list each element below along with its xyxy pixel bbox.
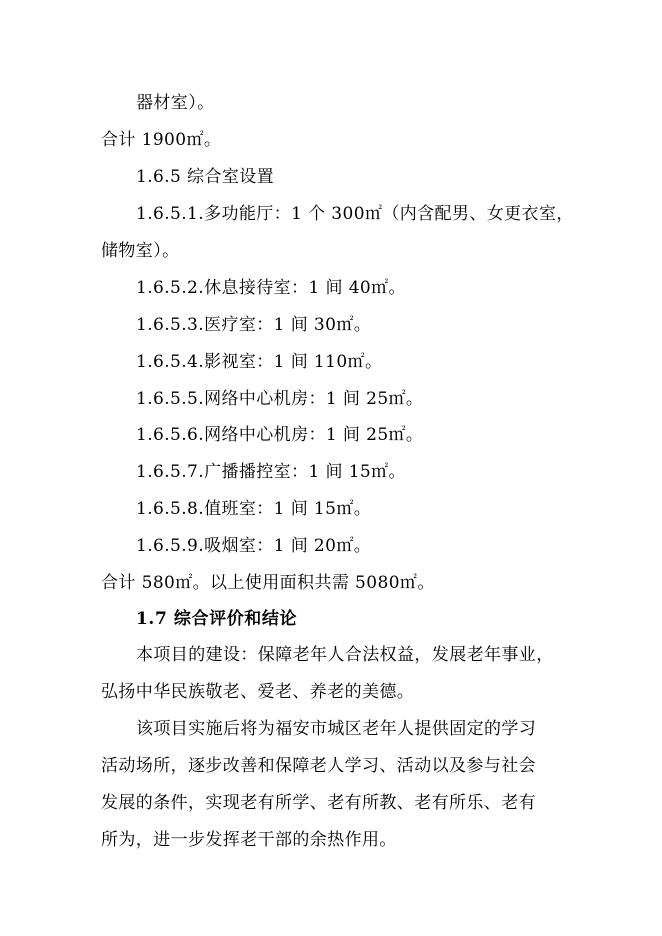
text-line-storage-room: 储物室）。 xyxy=(101,241,180,261)
paragraph-line: 该项目实施后将为福安市城区老年人提供固定的学习 xyxy=(136,719,537,739)
section-heading-1-7: 1.7 综合评价和结论 xyxy=(136,609,298,629)
paragraph-line: 弘扬中华民族敬老、爱老、养老的美德。 xyxy=(101,682,415,702)
paragraph-line: 活动场所，逐步改善和保障老人学习、活动以及参与社会 xyxy=(101,756,536,776)
paragraph-line: 所为，进一步发挥老干部的余热作用。 xyxy=(101,830,397,850)
text-line-equipment-room: 器材室）。 xyxy=(136,93,215,113)
text-line-subtotal-1900: 合计 1900㎡。 xyxy=(101,130,222,150)
text-line-network-room-2: 1.6.5.6.网络中心机房：1 间 25㎡。 xyxy=(136,425,424,445)
text-line-reception-room: 1.6.5.2.休息接待室：1 间 40㎡。 xyxy=(136,278,406,298)
text-line-duty-room: 1.6.5.8.值班室：1 间 15㎡。 xyxy=(136,499,372,519)
text-line-medical-room: 1.6.5.3.医疗室：1 间 30㎡。 xyxy=(136,315,372,335)
text-line-broadcast-room: 1.6.5.7.广播播控室：1 间 15㎡。 xyxy=(136,462,406,482)
paragraph-line: 发展的条件，实现老有所学、老有所教、老有所乐、老有 xyxy=(101,793,536,813)
text-line-multifunction-hall: 1.6.5.1.多功能厅：1 个 300㎡（内含配男、女更衣室， xyxy=(136,204,574,224)
text-line-smoking-room: 1.6.5.9.吸烟室：1 间 20㎡。 xyxy=(136,536,372,556)
paragraph-line: 本项目的建设：保障老年人合法权益，发展老年事业， xyxy=(136,645,554,665)
section-heading-1-6-5: 1.6.5 综合室设置 xyxy=(136,167,275,187)
text-line-total-area: 合计 580㎡。以上使用面积共需 5080㎡。 xyxy=(101,573,435,593)
text-line-video-room: 1.6.5.4.影视室：1 间 110㎡。 xyxy=(136,352,383,372)
text-line-network-room-1: 1.6.5.5.网络中心机房：1 间 25㎡。 xyxy=(136,389,424,409)
